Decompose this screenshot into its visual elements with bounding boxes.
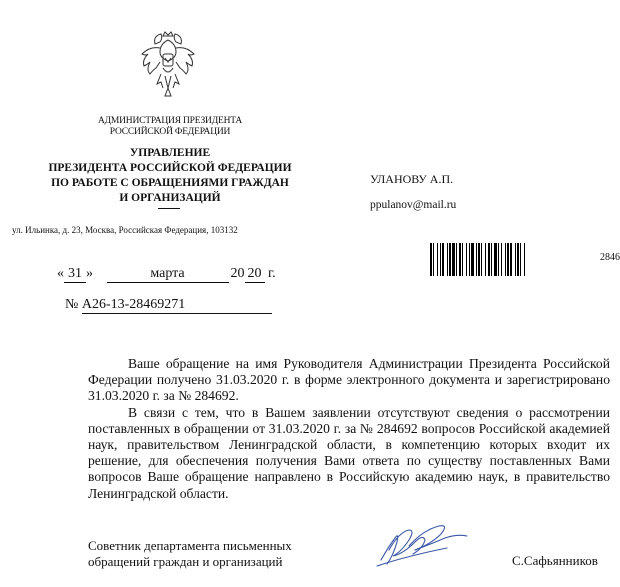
department-line1: УПРАВЛЕНИЕ [129,147,211,159]
letter-body [88,356,610,502]
date-open-quote: « [57,266,64,281]
barcode-number: 2846 [600,252,620,263]
signer-title-line1: Советник департамента письменных [88,538,292,553]
date-year-suffix: 20 [245,266,265,283]
org-name-line2: РОССИЙСКОЙ ФЕДЕРАЦИИ [109,127,231,137]
recipient-email: ppulanov@mail.ru [370,199,457,211]
department-line4: И ОРГАНИЗАЦИЙ [119,192,221,204]
date-year-unit: г. [268,266,276,281]
date-year-prefix: 20 [230,266,245,281]
department-line3: ПО РАБОТЕ С ОБРАЩЕНИЯМИ ГРАЖДАН [51,177,289,189]
date-close-quote: » [86,266,93,281]
signer-title-line2: обращений граждан и организаций [88,554,283,569]
org-name-line1: АДМИНИСТРАЦИЯ ПРЕЗИДЕНТА [97,116,243,126]
russian-coat-of-arms-icon [135,30,201,102]
body-paragraph-1: Ваше обращение на имя Руководителя Администрации Президента Российской Федерации получено 31.03.2020 г. в форме электронного документа и зарегистрировано 31.03.2020 г. за № 284692. [88,356,610,404]
department-line2: ПРЕЗИДЕНТА РОССИЙСКОЙ ФЕДЕРАЦИИ [48,162,292,174]
handwritten-signature-icon [375,520,475,572]
signer-title [88,538,292,570]
recipient-name: УЛАНОВУ А.П. [370,172,454,186]
sender-address: ул. Ильинка, д. 23, Москва, Российская Федерация, 103132 [12,225,238,235]
header-divider [158,208,180,209]
date-month: марта [107,266,229,283]
registration-number [65,297,272,314]
signer-name: С.Сафьянников [512,553,598,568]
registration-value: А26-13-28469271 [82,297,272,314]
barcode-icon [430,243,596,276]
registration-prefix: № [65,297,79,312]
date-day: 31 [64,266,86,283]
date-line [57,266,276,283]
body-paragraph-2: В связи с тем, что в Вашем заявлении отсутствуют сведения о рассмотрении поставленных в обращении от 31.03.2020 г. за № 284692 вопросов Российской академией наук, правительством Ленинградской области, в компетенцию которых входит их решение, для обеспечения получения Вами ответа по существу поставленных Вами вопросов Ваше обращение направлено в Российскую академию наук, в правительство Ленинградской области. [88,404,610,501]
